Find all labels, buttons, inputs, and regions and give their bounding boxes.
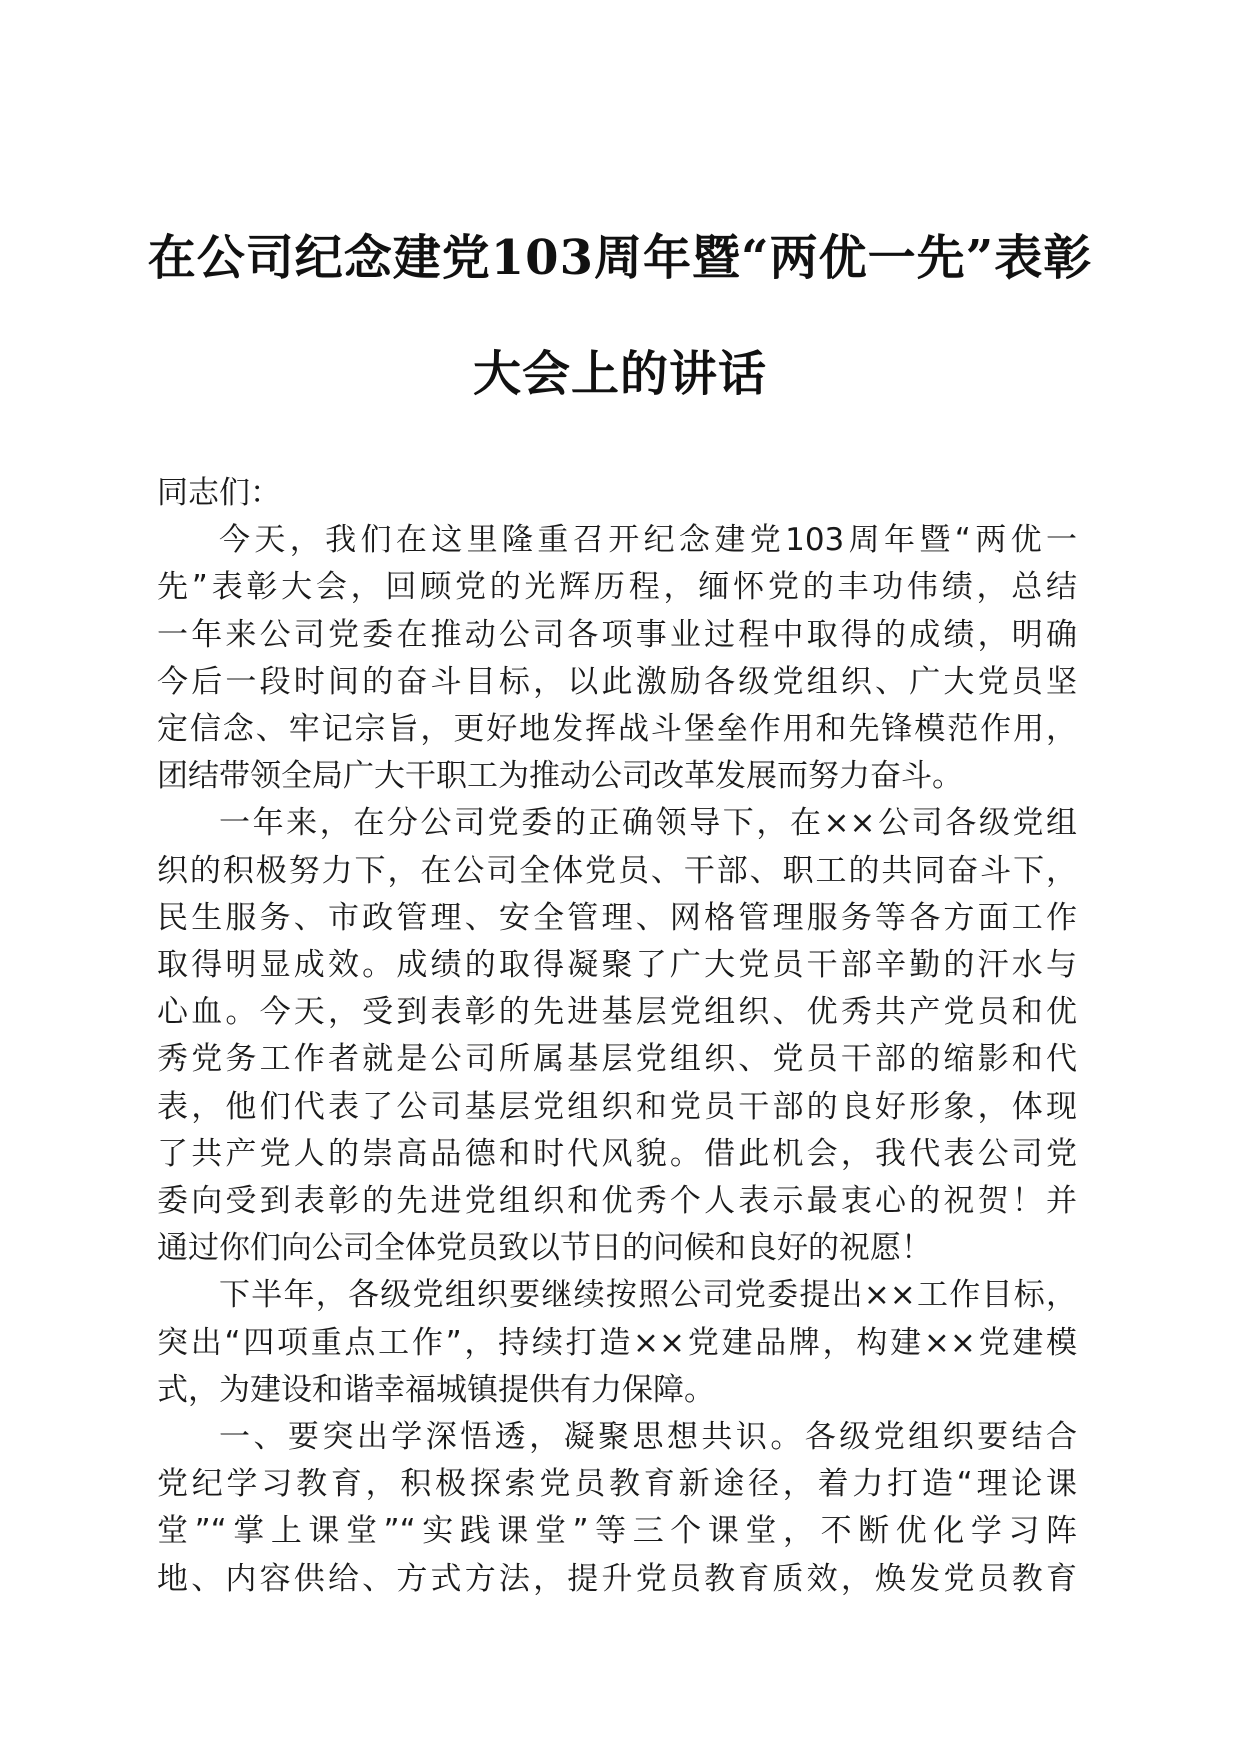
paragraph-line: 民生服务、市政管理、安全管理、网格管理服务等各方面工作 <box>157 899 1077 936</box>
paragraph-line: 式，为建设和谐幸福城镇提供有力保障。 <box>157 1371 715 1408</box>
paragraph-line: 今天，我们在这里隆重召开纪念建党103周年暨“两优一 <box>219 522 1077 559</box>
paragraph-line: 委向受到表彰的先进党组织和优秀个人表示最衷心的祝贺！并 <box>157 1183 1077 1220</box>
paragraph-line: 一、要突出学深悟透，凝聚思想共识。各级党组织要结合 <box>219 1419 1077 1456</box>
paragraph-line: 下半年，各级党组织要继续按照公司党委提出××工作目标， <box>219 1277 1077 1314</box>
paragraph-1 <box>157 517 1077 800</box>
document-title-line-1: 在公司纪念建党103周年暨“两优一先”表彰 <box>147 230 1093 286</box>
paragraph-line: 党纪学习教育，积极探索党员教育新途径，着力打造“理论课 <box>157 1466 1077 1503</box>
document-body <box>157 470 1077 1603</box>
paragraph-line: 定信念、牢记宗旨，更好地发挥战斗堡垒作用和先锋模范作用， <box>157 711 1077 748</box>
paragraph-line: 团结带领全局广大干职工为推动公司改革发展而努力奋斗。 <box>157 758 963 795</box>
paragraph-line: 地、内容供给、方式方法，提升党员教育质效，焕发党员教育 <box>157 1560 1077 1597</box>
paragraph-line: 今后一段时间的奋斗目标，以此激励各级党组织、广大党员坚 <box>157 663 1077 700</box>
paragraph-line: 了共产党人的崇高品德和时代风貌。借此机会，我代表公司党 <box>157 1135 1077 1172</box>
paragraph-line: 取得明显成效。成绩的取得凝聚了广大党员干部辛勤的汗水与 <box>157 947 1077 984</box>
paragraph-line: 先”表彰大会，回顾党的光辉历程，缅怀党的丰功伟绩，总结 <box>157 569 1077 606</box>
greeting: 同志们： <box>157 475 281 511</box>
paragraph-line: 一年来公司党委在推动公司各项事业过程中取得的成绩，明确 <box>157 616 1077 653</box>
paragraph-line: 织的积极努力下，在公司全体党员、干部、职工的共同奋斗下， <box>157 852 1077 889</box>
paragraph-4 <box>157 1414 1077 1603</box>
paragraph-line: 通过你们向公司全体党员致以节日的问候和良好的祝愿！ <box>157 1230 932 1267</box>
paragraph-3 <box>157 1272 1077 1414</box>
paragraph-line: 一年来，在分公司党委的正确领导下，在××公司各级党组 <box>219 805 1077 842</box>
paragraph-line: 表，他们代表了公司基层党组织和党员干部的良好形象，体现 <box>157 1088 1077 1125</box>
paragraph-2 <box>157 800 1077 1272</box>
paragraph-line: 堂”“掌上课堂”“实践课堂”等三个课堂，不断优化学习阵 <box>157 1513 1077 1550</box>
paragraph-line: 秀党务工作者就是公司所属基层党组织、党员干部的缩影和代 <box>157 1041 1077 1078</box>
document-title-line-2: 大会上的讲话 <box>472 346 767 402</box>
paragraph-line: 心血。今天，受到表彰的先进基层党组织、优秀共产党员和优 <box>157 994 1077 1031</box>
paragraph-line: 突出“四项重点工作”，持续打造××党建品牌，构建××党建模 <box>157 1324 1077 1361</box>
